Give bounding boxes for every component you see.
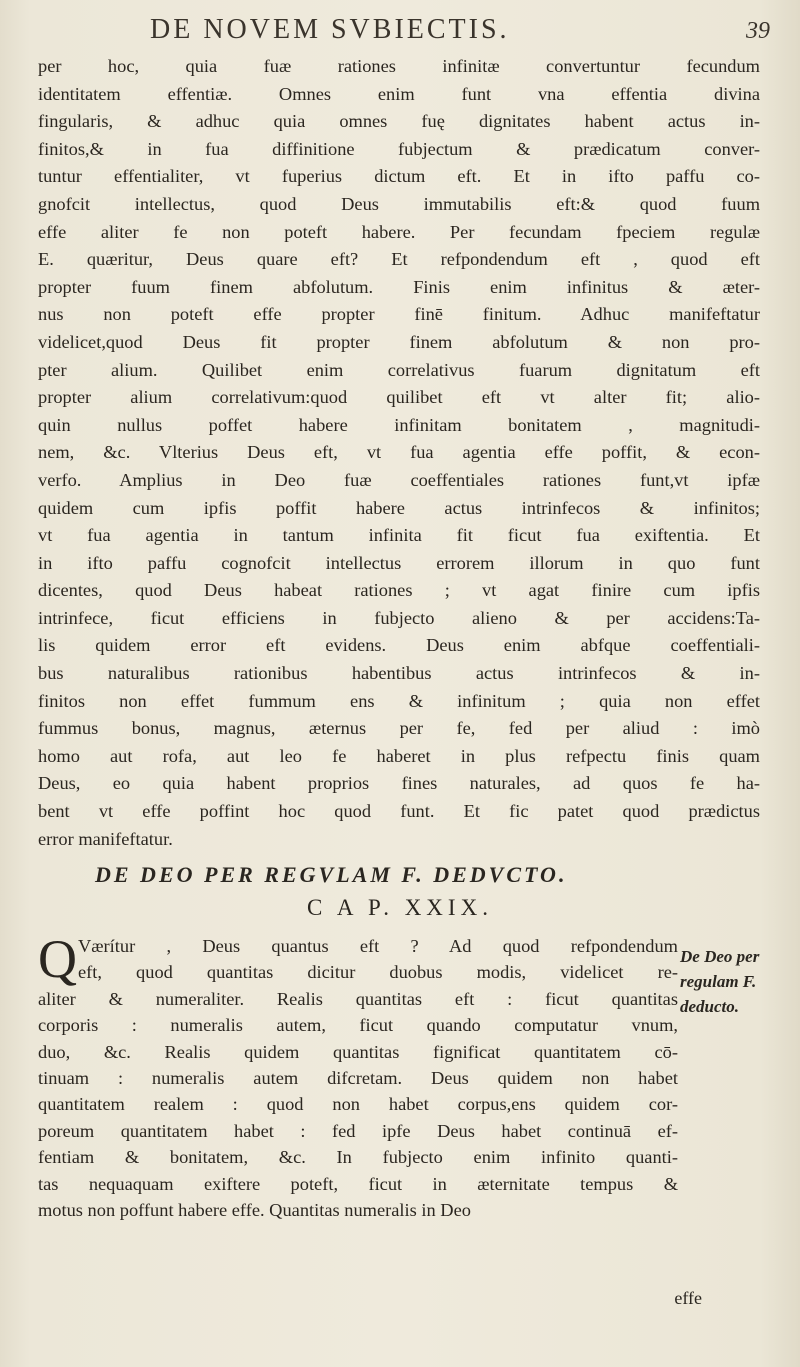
text-line: identitatem effentiæ. Omnes enim funt vna effentia divina (38, 83, 760, 104)
text-line: quantitatem realem : quod non habet corpus,ens quidem cor- (38, 1094, 678, 1115)
text-line: motus non poffunt habere effe. Quantitas numeralis in Deo (38, 1200, 471, 1221)
text-line: corporis : numeralis autem, ficut quando computatur vnum, (38, 1015, 678, 1036)
text-line: dicentes, quod Deus habeat rationes ; vt agat finire cum ipfis (38, 580, 760, 601)
chapter-title: DE DEO PER REGVLAM F. DEDVCTO. (95, 862, 568, 887)
text-line: effe aliter fe non poteft habere. Per fecundam fpeciem regulæ (38, 221, 760, 242)
text-line: intrinfece, ficut efficiens in fubjecto alieno & per accidens:Ta- (38, 607, 760, 628)
drop-capital: Q (38, 929, 77, 989)
text-line: videlicet,quod Deus fit propter finem abfolutum & non pro- (38, 331, 760, 352)
text-line: E. quæritur, Deus quare eft? Et refpondendum eft , quod eft (38, 249, 760, 270)
text-line: bus naturalibus rationibus habentibus actus intrinfecos & in- (38, 663, 760, 684)
text-line: nem, &c. Vlterius Deus eft, vt fua agentia effe poffit, & econ- (38, 442, 760, 463)
text-line: tas nequaquam exiftere poteft, ficut in æternitate tempus & (38, 1173, 678, 1194)
text-line: fentiam & bonitatem, &c. In fubjecto enim infinito quanti- (38, 1147, 678, 1168)
text-line: quin nullus poffet habere infinitam bonitatem , magnitudi- (38, 414, 760, 435)
text-line: nus non poteft effe propter finē finitum. Adhuc manifeftatur (38, 304, 760, 325)
text-line: quidem cum ipfis poffit habere actus intrinfecos & infinitos; (38, 497, 760, 518)
text-line: fummus bonus, magnus, æternus per fe, fed per aliud : imò (38, 718, 760, 739)
text-line: aliter & numeraliter. Realis quantitas eft : ficut quantitas (38, 988, 678, 1009)
text-line: homo aut rofa, aut leo fe haberet in plus refpectu finis quam (38, 745, 760, 766)
text-line: fingularis, & adhuc quia omnes fuę dignitates habent actus in- (38, 111, 760, 132)
text-line: poreum quantitatem habet : fed ipfe Deus habet continuā ef- (38, 1120, 678, 1141)
text-line: tuntur effentialiter, vt fuperius dictum eft. Et in ifto paffu co- (38, 166, 760, 187)
margin-note-line: De Deo per (680, 947, 760, 966)
text-line: finitos,& in fua diffinitione fubjectum & prædicatum conver- (38, 138, 760, 159)
text-line: per hoc, quia fuæ rationes infinitæ convertuntur fecundum (38, 56, 760, 76)
text-line: gnofcit intellectus, quod Deus immutabilis eft:& quod fuum (38, 193, 760, 214)
margin-note (680, 944, 798, 1019)
page-number: 39 (746, 18, 770, 44)
catchword: effe (674, 1288, 702, 1308)
text-line: propter fuum finem abfolutum. Finis enim infinitus & æter- (38, 276, 760, 297)
text-line: vt fua agentia in tantum infinita fit ficut fua exiftentia. Et (38, 525, 760, 546)
text-line: error manifeftatur. (38, 828, 173, 849)
text-line: in ifto paffu cognofcit intellectus errorem illorum in quo funt (38, 552, 760, 573)
margin-note-line: deducto. (680, 997, 740, 1016)
chapter-number: C A P. XXIX. (307, 895, 493, 920)
chapter-paragraph (38, 929, 678, 1223)
margin-note-line: regulam F. (680, 972, 757, 991)
text-line: finitos non effet fummum ens & infinitum ; quia non effet (38, 690, 760, 711)
text-line: duo, &c. Realis quidem quantitas fignificat quantitatem cō- (38, 1041, 678, 1062)
text-line: bent vt effe poffint hoc quod funt. Et fic patet quod prædictus (38, 801, 760, 822)
text-line: propter alium correlativum:quod quilibet eft vt alter fit; alio- (38, 387, 760, 408)
main-paragraph (38, 53, 760, 853)
text-line: eft, quod quantitas dicitur duobus modis, videlicet re- (78, 962, 678, 983)
text-line: lis quidem error eft evidens. Deus enim abfque coeffentiali- (38, 635, 760, 656)
text-line: tinuam : numeralis autem difcretam. Deus quidem non habet (38, 1068, 678, 1089)
text-line: verfo. Amplius in Deo fuæ coeffentiales rationes funt,vt ipfæ (38, 469, 760, 490)
running-head: DE NOVEM SVBIECTIS. (150, 14, 510, 45)
text-line: pter alium. Quilibet enim correlativus fuarum dignitatum eft (38, 359, 760, 380)
text-line: Værítur , Deus quantus eft ? Ad quod refpondendum (78, 936, 678, 956)
text-line: Deus, eo quia habent proprios fines naturales, ad quos fe ha- (38, 773, 760, 794)
